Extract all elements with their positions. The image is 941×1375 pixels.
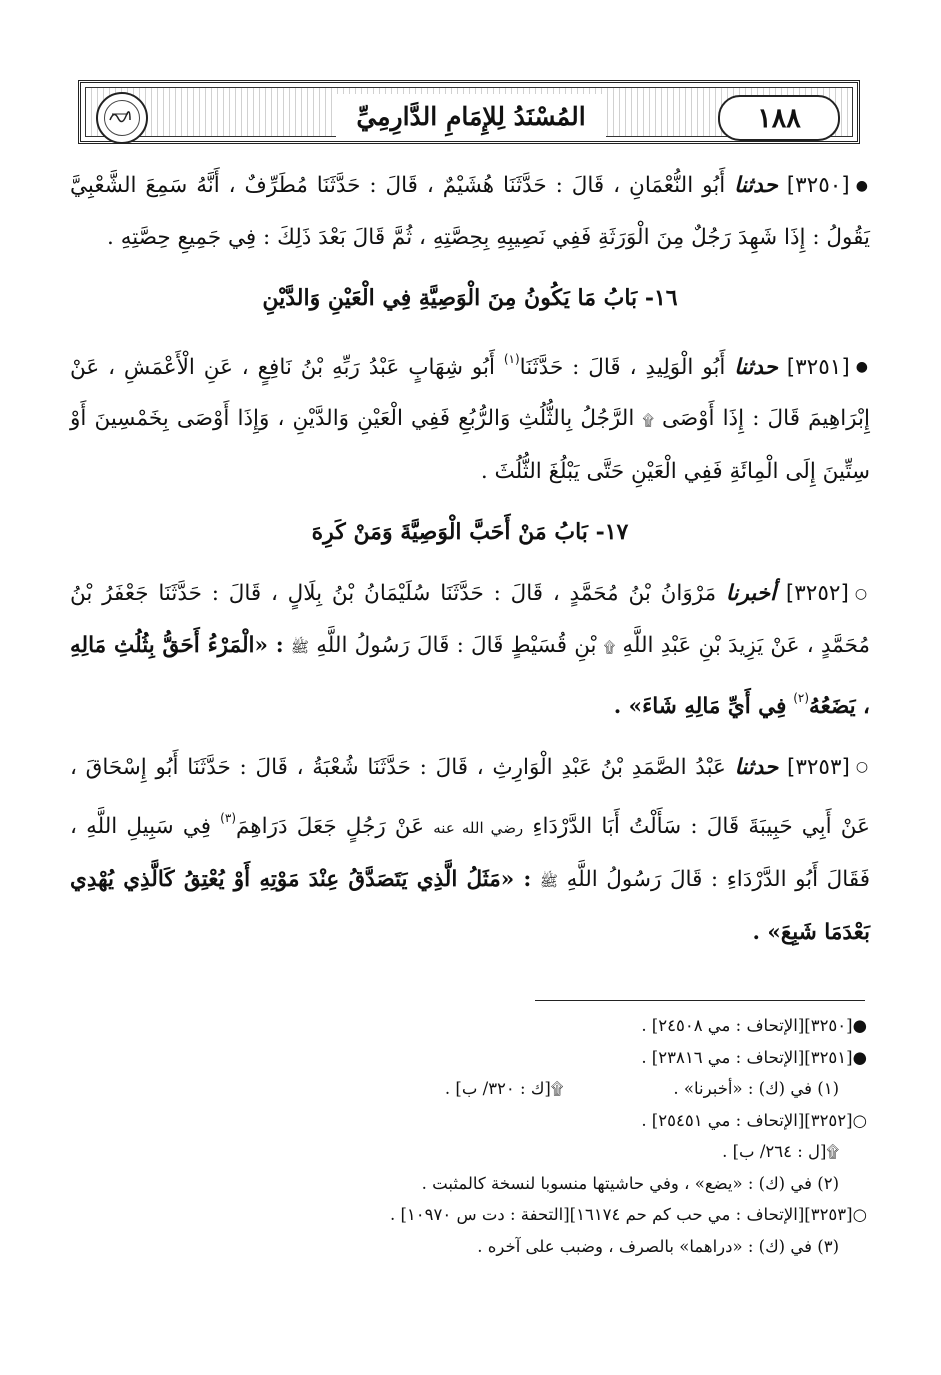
manuscript-marker-icon: ۩ — [603, 637, 616, 656]
hadith-number: [٣٢٥١] — [786, 354, 850, 380]
transmission-word: حدثنا — [734, 754, 779, 780]
bullet-icon: ○ — [855, 759, 871, 775]
footnote-line: (٣) في (ك) : «دراهما» بالصرف ، وضبب على آخره . — [477, 1236, 839, 1256]
hadith-3253 — [70, 742, 870, 959]
calligraphy-icon — [108, 108, 132, 124]
chapter-heading-16: ١٦- بَابُ مَا يَكُونُ مِنَ الْوَصِيَّةِ فِي الْعَيْنِ وَالدَّيْنِ — [262, 284, 678, 311]
footnotes — [200, 1010, 867, 1262]
hadith-text: أَبُو الْوَلِيدِ ، قَالَ : حَدَّثَنَا — [519, 354, 726, 380]
prophetic-quote: فِي أَيِّ مَالِهِ شَاءَ» . — [613, 693, 787, 719]
bullet-icon: ● — [855, 359, 870, 375]
hadith-number: [٣٢٥٢] — [785, 581, 849, 606]
hadith-number: [٣٢٥٣] — [786, 754, 850, 780]
hadith-text: الرَّجُلُ بِالثُّلُثِ وَالرُّبُعِ فَفِي الْعَيْنِ وَالدَّيْنِ ، وَإِذَا أَوْصَى بِخَمْسِينَ أَوْ سِتِّينَ إِلَى الْمِائَةِ فَفِي الْعَيْنِ حَتَّى يَبْلُغَ الثُّلُثَ . — [70, 406, 870, 484]
salutation-glyph: ﷺ — [539, 872, 559, 890]
footnote-ref: (١) — [503, 351, 520, 366]
bullet-icon: ○ — [854, 585, 871, 602]
bullet-icon: ● — [855, 177, 871, 194]
footnote-text: (١) في (ك) : «أخبرنا» . — [673, 1079, 839, 1098]
hadith-3251 — [70, 334, 870, 498]
footnote-divider — [535, 1000, 865, 1001]
main-text — [70, 160, 870, 968]
hadith-text: أَبُو النُّعْمَانِ ، قَالَ : حَدَّثَنَا هُشَيْمٌ ، قَالَ : حَدَّثَنَا مُطَرِّفٌ ، أَنَّهُ سَمِعَ الشَّعْبِيَّ يَقُولُ : إِذَا شَهِدَ رَجُلٌ مِنَ الْوَرَثَةِ فَفِي نَصِيبِهِ بِحِصَّتِهِ ، ثُمَّ قَالَ بَعْدَ ذَلِكَ : فِي جَمِيعِ حِصَّتِهِ . — [70, 173, 870, 250]
salutation-glyph: ﷺ — [290, 637, 310, 656]
radiya-glyph: رضي الله عنه — [433, 819, 524, 837]
book-title: المُسْنَدُ لِلإِمَامِ الدَّارِمِيِّ — [356, 101, 586, 131]
footnote-line: ○[٣٢٥٢][الإتحاف : مي ٢٥٤٥١] . — [641, 1110, 867, 1130]
footnote-ref: (٣) — [220, 811, 236, 825]
hadith-text: مَرْوَانُ بْنُ مُحَمَّدٍ ، قَالَ : حَدَّثَنَا سُلَيْمَانُ بْنُ بِلَالٍ ، قَالَ : حَدَّثَنَا جَعْفَرُ بْنُ مُحَمَّدٍ ، عَنْ يَزِيدَ بْنِ عَبْدِ اللَّهِ — [70, 581, 870, 658]
transmission-word: حدثنا — [734, 173, 778, 198]
footnote-ref: (٢) — [793, 690, 810, 705]
running-header — [78, 80, 860, 144]
hadith-text: عَبْدُ الصَّمَدِ بْنُ عَبْدِ الْوَارِثِ ، قَالَ : حَدَّثَنَا شُعْبَةُ ، قَالَ : حَدَّثَنَا أَبُو إِسْحَاقَ ، عَنْ أَبِي حَبِيبَةَ قَالَ : سَأَلْتُ أَبَا الدَّرْدَاءِ — [70, 754, 870, 839]
footnote-line: ۩[ل : ٢٦٤/ ب] . — [722, 1142, 839, 1161]
hadith-number: [٣٢٥٠] — [786, 173, 850, 198]
prophetic-quote: : «الْمَرْءُ أَحَقُّ بِثُلُثِ مَالِهِ ، يَضَعُهُ — [70, 632, 870, 719]
footnote-line: ○[٣٢٥٣][الإتحاف : مي حب كم حم ١٦١٧٤][التحفة : دت س ١٠٩٧٠] . — [389, 1205, 867, 1224]
footnote-line — [200, 1073, 867, 1105]
footnote-line: ●[٣٢٥١][الإتحاف : مي ٢٣٨١٦] . — [641, 1047, 867, 1067]
transmission-word: حدثنا — [734, 354, 778, 380]
manuscript-marker-icon: ۩ — [642, 411, 654, 429]
transmission-word: أخبرنا — [725, 581, 777, 606]
footnote-text: ۩[ك : ٣٢٠/ ب] . — [444, 1079, 564, 1098]
seal-logo-icon — [96, 92, 148, 144]
hadith-text: أَبُو شِهَابٍ عَبْدُ رَبِّهِ بْنُ نَافِعٍ ، عَنِ الْأَعْمَشِ ، عَنْ إِبْرَاهِيمَ قَالَ : إِذَا أَوْصَى — [70, 354, 871, 431]
footnote-line: ●[٣٢٥٠][الإتحاف : مي ٢٤٥٠٨] . — [641, 1016, 867, 1035]
header-ornament — [85, 87, 853, 137]
hadith-text: بْنِ قُسَيْطٍ قَالَ : قَالَ رَسُولُ اللَّهِ — [316, 632, 597, 658]
hadith-3252 — [70, 568, 870, 732]
page-number-badge — [718, 95, 840, 141]
hadith-text: فِي سَبِيلِ اللَّهِ ، فَقَالَ أَبُو الدَّرْدَاءِ : قَالَ رَسُولُ اللَّهِ — [70, 814, 871, 892]
footnote-line: (٢) في (ك) : «يضع» ، وفي حاشيتها منسوبا لنسخة كالمثبت . — [421, 1173, 839, 1193]
hadith-3250 — [70, 160, 870, 263]
header-title-box — [336, 94, 606, 138]
hadith-text: عَنْ رَجُلٍ جَعَلَ دَرَاهِمَ — [236, 814, 425, 839]
page-number: ١٨٨ — [757, 102, 801, 134]
prophetic-quote: : «مَثَلُ الَّذِي يَتَصَدَّقُ عِنْدَ مَوْتِهِ أَوْ يُعْتِقُ كَالَّذِي يُهْدِي بَعْدَمَا شَبِعَ» . — [70, 867, 870, 945]
chapter-heading-17: ١٧- بَابُ مَنْ أَحَبَّ الْوَصِيَّةَ وَمَنْ كَرِهَ — [311, 519, 629, 545]
